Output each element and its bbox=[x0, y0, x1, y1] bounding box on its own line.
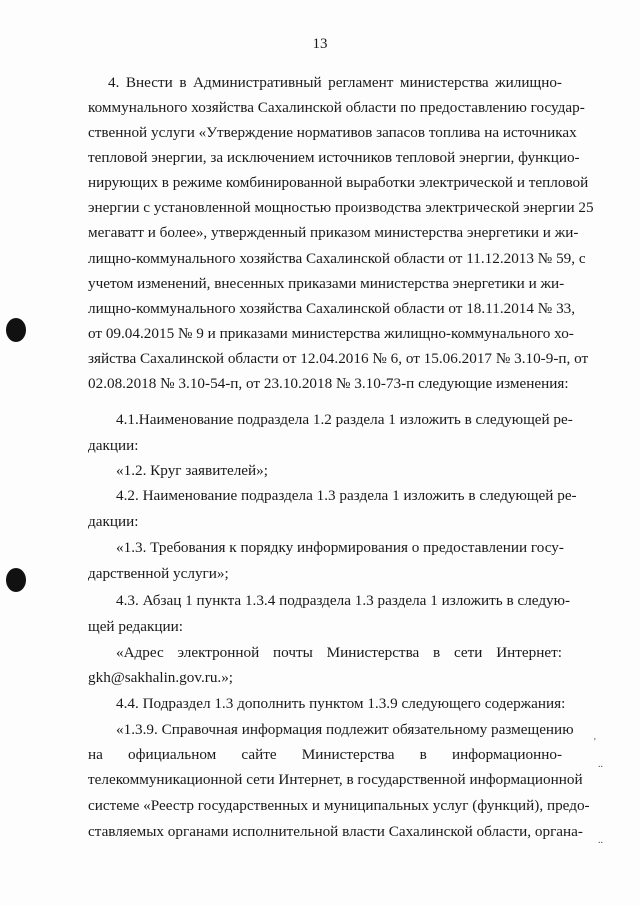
text-line: «1.2. Круг заявителей»; bbox=[116, 462, 268, 479]
text-line: учетом изменений, внесенных приказами министерства энергетики и жи- bbox=[88, 275, 565, 292]
text-line: системе «Реестр государственных и муниципальных услуг (функций), предо- bbox=[88, 797, 590, 814]
scan-speck: .. bbox=[598, 835, 603, 846]
text-line: щей редакции: bbox=[88, 618, 183, 635]
page-number: 13 bbox=[312, 36, 328, 52]
text-line: нирующих в режиме комбинированной выработки электрической и тепловой bbox=[88, 174, 589, 191]
text-line: «Адрес электронной почты Министерства в сети Интернет: bbox=[116, 644, 562, 661]
punch-hole-top bbox=[6, 318, 26, 342]
scan-speck: ' bbox=[594, 737, 596, 748]
text-line: на официальном сайте Министерства в информационно- bbox=[88, 746, 562, 763]
text-line: дакции: bbox=[88, 437, 139, 454]
text-line: «1.3.9. Справочная информация подлежит обязательному размещению bbox=[116, 721, 574, 738]
text-line: телекоммуникационной сети Интернет, в государственной информационной bbox=[88, 771, 583, 788]
text-line: 4.2. Наименование подраздела 1.3 раздела 1 изложить в следующей ре- bbox=[116, 487, 577, 504]
punch-hole-bottom bbox=[6, 568, 26, 592]
text-line: дарственной услуги»; bbox=[88, 565, 229, 582]
text-line: от 09.04.2015 № 9 и приказами министерства жилищно-коммунального хо- bbox=[88, 325, 574, 342]
text-line: «1.3. Требования к порядку информирования о предоставлении госу- bbox=[116, 539, 564, 556]
text-line: ственной услуги «Утверждение нормативов запасов топлива на источниках bbox=[88, 124, 577, 141]
text-line: мегаватт и более», утвержденный приказом министерства энергетики и жи- bbox=[88, 224, 579, 241]
text-line: 4.4. Подраздел 1.3 дополнить пунктом 1.3.9 следующего содержания: bbox=[116, 695, 566, 712]
text-line: gkh@sakhalin.gov.ru.»; bbox=[88, 669, 234, 686]
scan-speck: .. bbox=[598, 759, 603, 770]
text-line: ставляемых органами исполнительной власти Сахалинской области, органа- bbox=[88, 823, 583, 840]
text-line: тепловой энергии, за исключением источников тепловой энергии, функцио- bbox=[88, 149, 580, 166]
text-line: коммунального хозяйства Сахалинской области по предоставлению государ- bbox=[88, 99, 585, 116]
text-line: 4.3. Абзац 1 пункта 1.3.4 подраздела 1.3 раздела 1 изложить в следую- bbox=[116, 592, 571, 609]
text-line: 4. Внести в Административный регламент министерства жилищно- bbox=[108, 74, 562, 91]
text-line: дакции: bbox=[88, 513, 139, 530]
text-line: 4.1.Наименование подраздела 1.2 раздела 1 изложить в следующей ре- bbox=[116, 411, 573, 428]
text-line: зяйства Сахалинской области от 12.04.2016 № 6, от 15.06.2017 № 3.10-9-п, от bbox=[88, 350, 589, 367]
text-line: лищно-коммунального хозяйства Сахалинской области от 11.12.2013 № 59, с bbox=[88, 250, 586, 267]
text-line: 02.08.2018 № 3.10-54-п, от 23.10.2018 № 3.10-73-п следующие изменения: bbox=[88, 375, 569, 392]
text-line: энергии с установленной мощностью производства электрической энергии 25 bbox=[88, 199, 594, 216]
text-line: лищно-коммунального хозяйства Сахалинской области от 18.11.2014 № 33, bbox=[88, 300, 576, 317]
